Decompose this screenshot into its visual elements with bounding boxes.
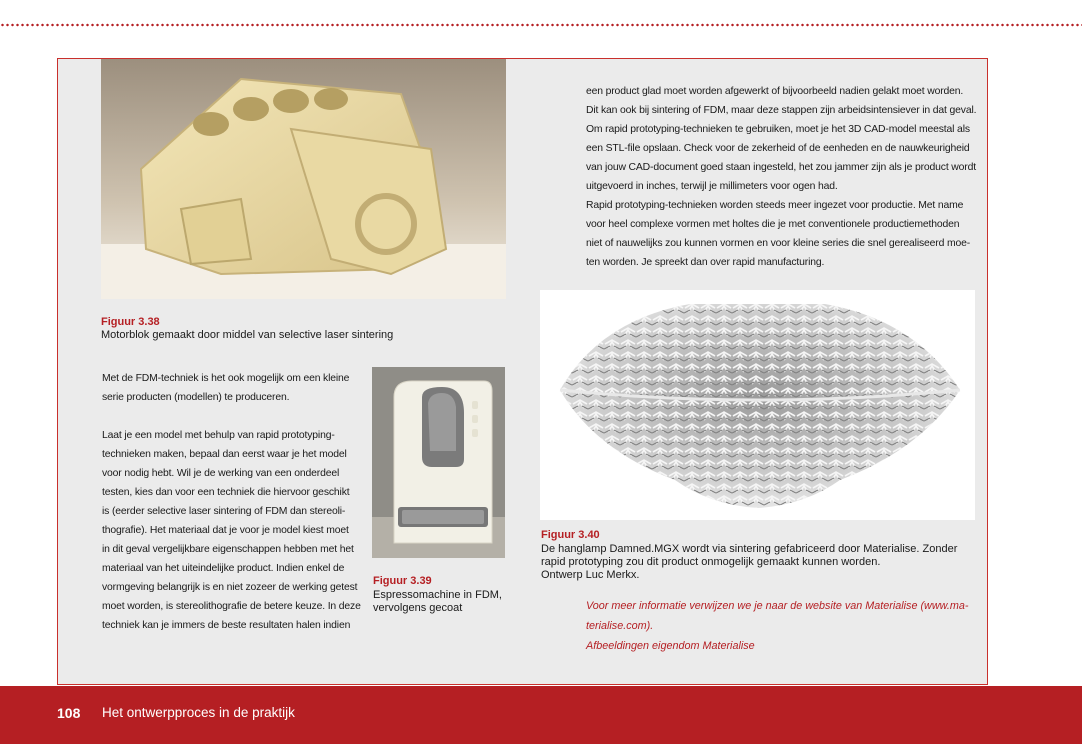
figure-3-40-caption-line-1: De hanglamp Damned.MGX wordt via sintering gefabriceerd door Materialise. Zonder — [541, 543, 958, 555]
text-line: is (eerder selective laser sintering of FDM dan stereoli- — [102, 506, 346, 517]
chapter-title: Het ontwerpproces in de praktijk — [102, 705, 295, 720]
text-line: een STL-file opslaan. Check voor de zekerheid of de eenheden en de nauwkeurigheid — [586, 143, 970, 154]
figure-3-38-title: Figuur 3.38 — [101, 316, 160, 328]
right-column-text — [586, 82, 981, 272]
text-line: voor nodig hebt. Wil je de werking van een onderdeel — [102, 468, 340, 479]
text-line: thografie). Het materiaal dat je voor je model kiest moet — [102, 525, 349, 536]
left-column-text — [102, 369, 362, 635]
text-line: vormgeving belangrijk is en niet zozeer de werking getest — [102, 582, 358, 593]
text-line: moet worden, is stereolithografie de betere keuze. In deze — [102, 601, 361, 612]
text-line: uitgevoerd in inches, terwijl je millimeters voor ogen had. — [586, 181, 838, 192]
figure-3-40-caption-line-2: rapid prototyping zou dit product onmogelijk gemaakt kunnen worden. — [541, 556, 881, 568]
dotted-border — [0, 23, 1082, 27]
text-line: serie producten (modellen) te produceren. — [102, 392, 290, 403]
figure-3-40-title: Figuur 3.40 — [541, 529, 600, 541]
figure-3-39-title: Figuur 3.39 — [373, 575, 432, 587]
figure-3-39-caption-line-2: vervolgens gecoat — [373, 602, 463, 614]
text-line: van jouw CAD-document goed staan ingesteld, het zou jammer zijn als je product wordt — [586, 162, 976, 173]
text-line: Met de FDM-techniek is het ook mogelijk om een kleine — [102, 373, 350, 384]
text-line: ten worden. Je spreekt dan over rapid manufacturing. — [586, 257, 825, 268]
materialise-note — [586, 596, 981, 656]
text-line: materiaal van het uiteindelijke product. Indien enkel de — [102, 563, 345, 574]
text-line: Laat je een model met behulp van rapid prototyping- — [102, 430, 335, 441]
text-line: niet of nauwelijks zou kunnen vormen en voor kleine series die snel gerealiseerd moe- — [586, 238, 971, 249]
figure-3-39-caption-line-1: Espressomachine in FDM, — [373, 589, 502, 601]
text-line: Rapid prototyping-technieken worden steeds meer ingezet voor productie. Met name — [586, 200, 964, 211]
page-footer — [0, 686, 1082, 744]
page-number: 108 — [57, 705, 81, 721]
text-line: voor heel complexe vormen met holtes die je met conventionele productiemethoden — [586, 219, 960, 230]
text-line: Dit kan ook bij sintering of FDM, maar deze stappen zijn arbeidsintensiever in dat geval. — [586, 105, 977, 116]
espresso-machine-photo — [372, 367, 505, 558]
text-line: testen, kies dan voor een techniek die hiervoor geschikt — [102, 487, 350, 498]
text-line: in dit geval vergelijkbare eigenschappen hebben met het — [102, 544, 354, 555]
text-line: Om rapid prototyping-technieken te gebruiken, moet je het 3D CAD-model meestal als — [586, 124, 970, 135]
note-line-1: Voor meer informatie verwijzen we je naar de website van Materialise (www.ma- — [586, 600, 969, 612]
note-line-3: Afbeeldingen eigendom Materialise — [586, 640, 755, 652]
note-line-2: terialise.com). — [586, 620, 654, 632]
text-line — [102, 407, 362, 426]
text-line: een product glad moet worden afgewerkt of bijvoorbeeld nadien gelakt moet worden. — [586, 86, 964, 97]
text-line: technieken maken, bepaal dan eerst waar je het model — [102, 449, 347, 460]
engine-block-photo — [101, 59, 506, 299]
hanging-lamp-image — [540, 290, 975, 520]
figure-3-40-caption-line-3: Ontwerp Luc Merkx. — [541, 569, 640, 581]
text-line: techniek kan je immers de beste resultaten halen indien — [102, 620, 351, 631]
figure-3-38-caption: Motorblok gemaakt door middel van selective laser sintering — [101, 329, 394, 341]
